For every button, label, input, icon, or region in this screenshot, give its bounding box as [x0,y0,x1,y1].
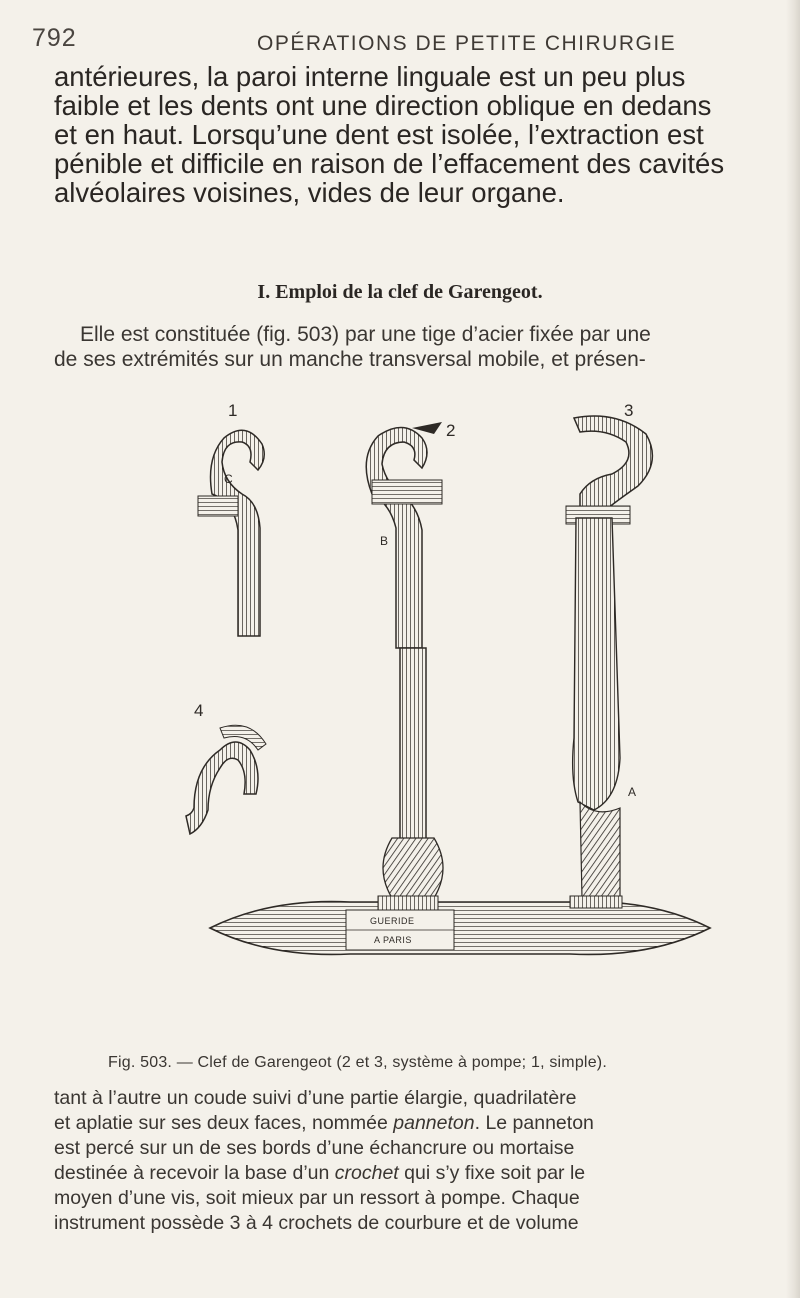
paragraph-3-line: moyen d’une vis, soit mieux par un ressort à pompe. Chaque [54,1187,580,1209]
paragraph-3-text: et aplatie sur ses deux faces, nommée [54,1112,394,1134]
key-handle-drawing [210,896,710,954]
letter-b-label: B [380,534,389,548]
hook-3-label: 3 [624,401,634,420]
paragraph-2-line: Elle est constituée (fig. 503) par une tige d’acier fixée par une [80,323,651,346]
paragraph-1-line: et en haut. Lorsqu’une dent est isolée, l’extraction est [54,119,704,150]
letter-c-label: C [224,472,233,486]
paragraph-3-text: qui s’y fixe soit par le [398,1162,586,1184]
paragraph-1-line: pénible et difficile en raison de l’effacement des cavités [54,148,725,179]
scan-edge-shadow [786,0,800,1298]
running-head: OPÉRATIONS DE PETITE CHIRURGIE [257,32,677,55]
letter-a-label: A [628,785,637,799]
hook-2-drawing [366,422,443,898]
paragraph-2-line: de ses extrémités sur un manche transversal mobile, et présen- [54,348,646,371]
paragraph-3-line [54,1111,770,1136]
page-number: 792 [32,24,77,52]
paragraph-3 [54,1086,770,1236]
paragraph-1-line: faible et les dents ont une direction oblique en dedans [54,90,712,121]
garengeot-key-illustration [150,398,770,1038]
paragraph-2 [54,322,770,372]
figure-503 [150,398,770,1038]
term-crochet: crochet [334,1162,399,1184]
hook-4-label: 4 [194,701,204,720]
figure-caption: Fig. 503. — Clef de Garengeot (2 et 3, système à pompe; 1, simple). [108,1054,607,1071]
paragraph-3-line: instrument possède 3 à 4 crochets de courbure et de volume [54,1212,579,1234]
handle-city-mark: A PARIS [374,935,412,945]
paragraph-3-line [54,1161,770,1186]
section-title: I. Emploi de la clef de Garengeot. [257,281,543,303]
paragraph-1-line: antérieures, la paroi interne linguale est un peu plus [54,61,686,92]
paragraph-3-line: tant à l’autre un coude suivi d’une partie élargie, quadrilatère [54,1087,577,1109]
term-panneton: panneton [393,1112,475,1134]
paragraph-1 [54,62,770,207]
hook-1-label: 1 [228,401,238,420]
page-header [30,18,770,58]
paragraph-3-line: est percé sur un de ses bords d’une échancrure ou mortaise [54,1137,575,1159]
hook-1-drawing [198,430,264,636]
paragraph-1-line: alvéolaires voisines, vides de leur organe. [54,177,565,208]
hook-3-drawing [566,416,652,898]
paragraph-3-text: . Le panneton [474,1112,594,1134]
paragraph-3-text: destinée à recevoir la base d’un [54,1162,335,1184]
hook-2-label: 2 [446,421,456,440]
hook-4-drawing [186,725,266,834]
handle-maker-mark: GUERIDE [370,916,415,926]
